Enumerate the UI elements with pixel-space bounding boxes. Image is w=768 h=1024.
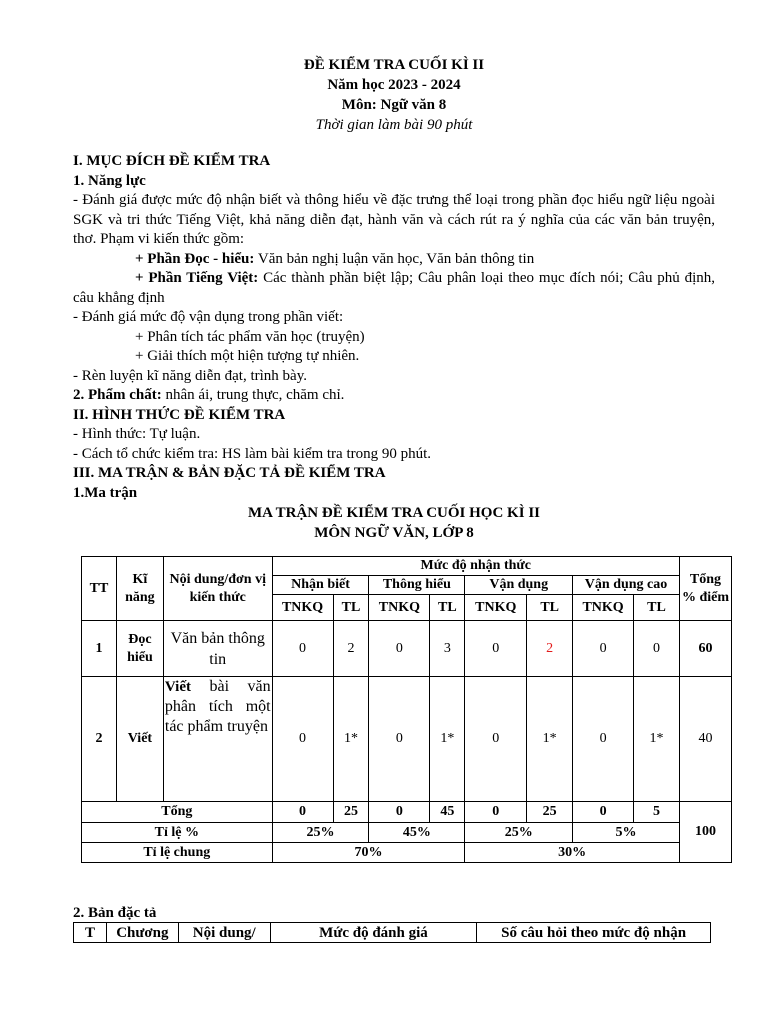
table-row xyxy=(82,802,732,823)
row-1-cell: 0 xyxy=(465,621,527,677)
header-muc-do: Mức độ nhận thức xyxy=(272,557,679,576)
exam-duration: Thời gian làm bài 90 phút xyxy=(315,117,473,133)
row-1-cell: 2 xyxy=(333,621,369,677)
sub-header: TL xyxy=(527,595,573,621)
tile-cell: 5% xyxy=(573,823,680,843)
tile-cell: 45% xyxy=(369,823,465,843)
subject: Môn: Ngữ văn 8 xyxy=(341,97,447,113)
row-2-content-bold: Viết xyxy=(164,679,191,695)
section-1-item-4: + Giải thích một hiện tượng tự nhiên. xyxy=(135,348,360,364)
tong-label: Tổng xyxy=(82,802,273,823)
section-1-title: I. MỤC ĐÍCH ĐỀ KIỂM TRA xyxy=(73,153,271,169)
row-1-cell-highlight: 2 xyxy=(527,621,573,677)
header-ki-nang: Kĩ năng xyxy=(116,557,163,621)
document-page xyxy=(73,55,715,543)
row-2-tt: 2 xyxy=(82,677,117,802)
section-1-para-1: - Đánh giá được mức độ nhận biết và thông hiểu về đặc trưng thể loại trong phần đọc hiểu ngữ liệu ngoài SGK và tri thức Tiếng Việt, khả năng diễn đạt, hành văn và cách rút ra ý nghĩa của các văn bản truyện, thơ. Phạm vi kiến thức gồm: xyxy=(73,192,715,247)
header-tt: TT xyxy=(82,557,117,621)
section-1-item-1 xyxy=(73,250,715,270)
spec-header: Số câu hỏi theo mức độ nhận xyxy=(477,923,711,943)
matrix-title-2: MÔN NGỮ VĂN, LỚP 8 xyxy=(314,525,474,541)
spec-table xyxy=(73,922,711,943)
item-1-text: Văn bản nghị luận văn học, Văn bản thông tin xyxy=(254,250,535,267)
tong-cell: 0 xyxy=(369,802,430,823)
matrix-table xyxy=(81,556,732,863)
row-2-cell: 1* xyxy=(430,677,465,802)
row-2-cell: 1* xyxy=(634,677,680,802)
level-thong-hieu: Thông hiểu xyxy=(369,576,465,595)
row-2-cell: 0 xyxy=(573,677,634,802)
table-row xyxy=(82,677,732,802)
row-1-cell: 0 xyxy=(573,621,634,677)
section-1-item-2 xyxy=(73,269,715,308)
tong-cell: 25 xyxy=(527,802,573,823)
tong-cell: 0 xyxy=(573,802,634,823)
item-2-label: + Phần Tiếng Việt: xyxy=(135,270,259,286)
sub-header: TL xyxy=(634,595,680,621)
document-header xyxy=(73,55,715,135)
sub-2-label: 2. Phẩm chất: xyxy=(73,387,162,403)
table-row xyxy=(82,843,732,863)
level-van-dung-cao: Vận dụng cao xyxy=(573,576,680,595)
row-2-total: 40 xyxy=(679,677,731,802)
row-1-tt: 1 xyxy=(82,621,117,677)
row-1-cell: 3 xyxy=(430,621,465,677)
sub-2-text: nhân ái, trung thực, chăm chỉ. xyxy=(161,387,345,403)
section-2-line-1: - Hình thức: Tự luận. xyxy=(73,426,201,442)
section-1-sub-1: 1. Năng lực xyxy=(73,172,146,189)
item-1-label: + Phần Đọc - hiểu: xyxy=(135,250,255,267)
row-1-cell: 0 xyxy=(634,621,680,677)
tile-cell: 25% xyxy=(272,823,369,843)
row-2-cell: 0 xyxy=(465,677,527,802)
spec-title: 2. Bản đặc tả xyxy=(73,905,157,921)
section-1-sub-2 xyxy=(73,386,715,406)
spec-header: Mức độ đánh giá xyxy=(270,923,477,943)
tile-chung-cell: 70% xyxy=(272,843,465,863)
row-2-cell: 1* xyxy=(527,677,573,802)
tile-total: 100 xyxy=(679,802,731,863)
row-2-content xyxy=(163,677,272,802)
row-1-skill: Đọc hiểu xyxy=(116,621,163,677)
section-2-title: II. HÌNH THỨC ĐỀ KIỂM TRA xyxy=(73,406,286,423)
tong-cell: 0 xyxy=(272,802,333,823)
school-year: Năm học 2023 - 2024 xyxy=(327,77,461,93)
sub-header: TNKQ xyxy=(272,595,333,621)
spec-header: T xyxy=(74,923,107,943)
section-3-title: III. MA TRẬN & BẢN ĐẶC TẢ ĐỀ KIỂM TRA xyxy=(73,465,386,481)
tile-cell: 25% xyxy=(465,823,573,843)
tile-chung-cell: 30% xyxy=(465,843,680,863)
spec-header: Nội dung/ xyxy=(178,923,270,943)
row-1-content: Văn bản thông tin xyxy=(163,621,272,677)
exam-title: ĐỀ KIỂM TRA CUỐI KÌ II xyxy=(303,57,485,73)
sub-header: TNKQ xyxy=(369,595,430,621)
sub-header: TNKQ xyxy=(573,595,634,621)
item-2-text: Các thành phần biệt lập; Câu phân loại theo mục đích nói; Câu phủ định, câu khẳng định xyxy=(73,270,715,306)
row-2-cell: 1* xyxy=(333,677,369,802)
tong-cell: 0 xyxy=(465,802,527,823)
tong-cell: 5 xyxy=(634,802,680,823)
table-row xyxy=(82,621,732,677)
sub-header: TNKQ xyxy=(465,595,527,621)
section-2-line-2: - Cách tổ chức kiểm tra: HS làm bài kiểm tra trong 90 phút. xyxy=(73,445,432,462)
section-1-para-3: - Rèn luyện kĩ năng diễn đạt, trình bày. xyxy=(73,367,307,384)
spec-header: Chương xyxy=(106,923,178,943)
sub-header: TL xyxy=(430,595,465,621)
section-1-para-2: - Đánh giá mức độ vận dụng trong phần viết: xyxy=(73,309,344,325)
row-2-skill: Viết xyxy=(116,677,163,802)
row-1-total: 60 xyxy=(679,621,731,677)
section-3-sub-1: 1.Ma trận xyxy=(73,484,138,501)
tile-label: Tỉ lệ % xyxy=(82,823,273,843)
sub-header: TL xyxy=(333,595,369,621)
row-1-cell: 0 xyxy=(369,621,430,677)
header-tong-diem: Tổng % điểm xyxy=(679,557,731,621)
row-2-cell: 0 xyxy=(272,677,333,802)
row-2-content-rest: bài văn phân tích một tác phẩm truyện xyxy=(164,678,271,735)
section-1-item-3: + Phân tích tác phẩm văn học (truyện) xyxy=(135,328,365,345)
matrix-title-1: MA TRẬN ĐỀ KIỂM TRA CUỐI HỌC KÌ II xyxy=(248,505,540,521)
tile-chung-label: Tỉ lệ chung xyxy=(82,843,273,863)
level-van-dung: Vận dụng xyxy=(465,576,573,595)
row-2-cell: 0 xyxy=(369,677,430,802)
header-noi-dung: Nội dung/đơn vị kiến thức xyxy=(163,557,272,621)
tong-cell: 45 xyxy=(430,802,465,823)
table-row xyxy=(82,823,732,843)
tong-cell: 25 xyxy=(333,802,369,823)
level-nhan-biet: Nhận biết xyxy=(272,576,369,595)
row-1-cell: 0 xyxy=(272,621,333,677)
